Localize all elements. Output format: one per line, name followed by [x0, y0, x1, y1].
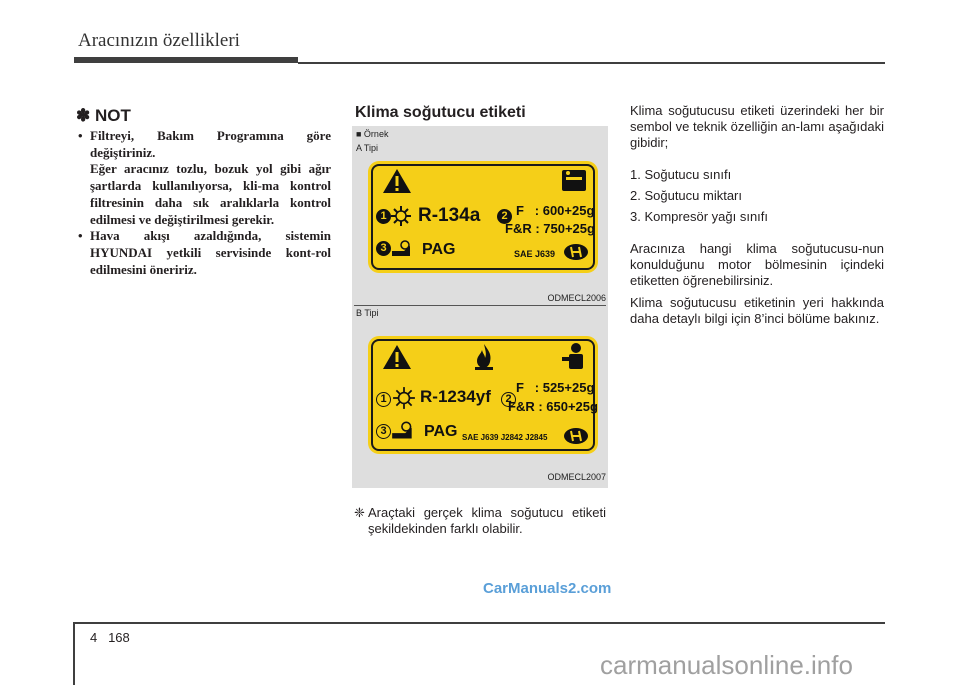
list-item: 3. Kompresör yağı sınıfı: [630, 209, 769, 224]
figure-code-a: ODMECL2006: [547, 293, 606, 303]
label-a-card: [368, 161, 598, 273]
figure-caption: [354, 505, 606, 537]
sae-standard: SAE J639: [514, 249, 556, 259]
type-a-label: A Tipi: [356, 143, 379, 153]
caption-text: Araçtaki gerçek klima soğutucu etiketi şekildekinden farklı olabilir.: [368, 505, 606, 536]
note-item: [76, 228, 331, 278]
callout-2: 2: [497, 209, 512, 224]
warning-triangle-icon: [382, 344, 412, 370]
oil-can-icon: [390, 420, 416, 444]
note-item-line: • Hava akışı azaldığında, sistemin HYUNDAI yetkili servisinde kont-rol edilmesini öneririz.: [90, 228, 331, 277]
refrigerant-label-figure: [352, 126, 608, 488]
right-column: [630, 103, 884, 327]
caption-symbol: ❈: [354, 505, 365, 520]
figure-code-b: ODMECL2007: [547, 472, 606, 482]
header-bar: [74, 57, 298, 63]
callout-1: 1: [376, 209, 391, 224]
header-rule: [298, 62, 885, 64]
site-watermark: carmanualsonline.info: [600, 650, 853, 680]
footer-rule: [73, 622, 885, 624]
oil-can-icon: [390, 239, 414, 261]
page-number: [90, 630, 130, 645]
paragraph: Klima soğutucusu etiketinin yeri hakkında daha detaylı bilgi için 8’inci bölüme bakınız.: [630, 295, 884, 326]
charge-front: F : 525+25g: [516, 380, 595, 395]
label-meaning-list: [630, 167, 884, 225]
charge-front-rear: F&R : 750+25g: [505, 221, 595, 236]
warning-triangle-icon: [382, 168, 412, 194]
callout-2: 2: [501, 392, 516, 407]
note-item-line: • Filtreyi, Bakım Programına göre değiştiriniz.: [90, 128, 331, 160]
sae-standard: SAE J639 J2842 J2845: [462, 433, 548, 442]
page-header-title: Aracınızın özellikleri: [78, 30, 240, 51]
refrigerant-icon: [390, 205, 412, 227]
footer-vertical-rule: [73, 622, 75, 685]
type-b-label: B Tipi: [356, 308, 379, 318]
note-item: [76, 128, 331, 228]
list-item: 2. Soğutucu miktarı: [630, 188, 742, 203]
oil-type: PAG: [422, 241, 456, 258]
note-item-line: Eğer aracınız tozlu, bozuk yol gibi ağır şartlarda kullanılıyorsa, kli-ma kontrol filtresinin daha sık aralıklarla kontrol edilmesi ve değiştirilmesi gerekir.: [90, 161, 331, 227]
refrigerant-type: R-1234yf: [420, 387, 491, 406]
callout-1: 1: [376, 392, 391, 407]
charge-front-rear: F&R : 650+25g: [508, 399, 598, 414]
intro-paragraph: Klima soğutucusu etiketi üzerindeki her bir sembol ve teknik özelliğin an-lamı aşağıdaki gibidir;: [630, 103, 884, 150]
figure-divider: [354, 305, 606, 306]
refrigerant-icon: [392, 386, 416, 410]
oil-type: PAG: [424, 423, 458, 440]
note-heading: ✽ NOT: [76, 106, 131, 125]
technician-icon: [560, 341, 588, 371]
list-item: 1. Soğutucu sınıfı: [630, 167, 732, 182]
hyundai-logo-icon: [563, 243, 589, 261]
label-b-card: [368, 336, 598, 454]
callout-3: 3: [376, 424, 391, 439]
watermark-link[interactable]: CarManuals2.com: [483, 580, 612, 597]
service-manual-icon: [560, 167, 588, 193]
section-title: Klima soğutucu etiketi: [355, 104, 526, 121]
charge-front: F : 600+25g: [516, 203, 595, 218]
chapter-number: 4: [90, 630, 98, 645]
paragraph: Aracınıza hangi klima soğutucusu-nun konulduğunu motor bölmesinin içindeki etiketten öğrenebilirsiniz.: [630, 241, 884, 288]
refrigerant-type: R-134a: [418, 205, 481, 226]
note-list: [76, 128, 331, 278]
callout-3: 3: [376, 241, 391, 256]
flammable-icon: [472, 342, 496, 370]
page-number-value: 168: [108, 630, 130, 645]
hyundai-logo-icon: [563, 427, 589, 445]
example-label: ■ Örnek: [356, 129, 389, 139]
